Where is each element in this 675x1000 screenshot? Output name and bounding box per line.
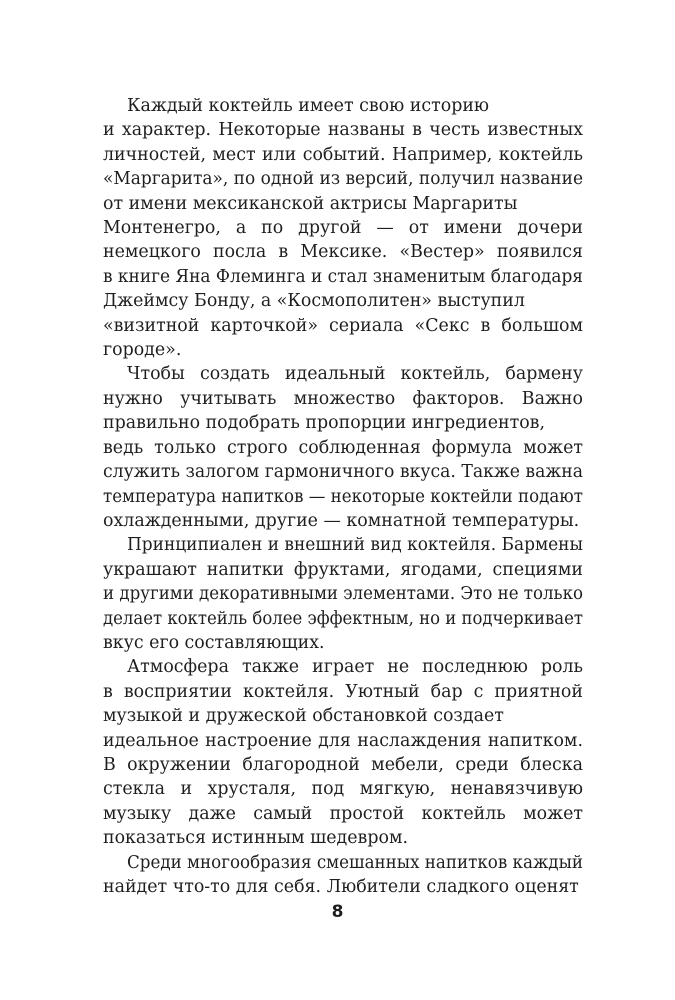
text-line: Атмосфера также играет не последнюю роль <box>127 657 583 678</box>
text-line: вкус его составляющих. <box>103 632 325 653</box>
text-line: температура напитков — некоторые коктейли подают <box>103 486 583 507</box>
text-line: в восприятии коктейля. Уютный бар с приятной <box>103 681 583 702</box>
text-line: от имени мексиканской актрисы Маргариты <box>103 193 518 214</box>
page-number: 8 <box>331 902 344 922</box>
text-line: ведь только строго соблюденная формула может <box>103 437 583 458</box>
text-line: Каждый коктейль имеет свою историю <box>127 96 490 116</box>
text-line: найдет что-то для себя. Любители сладкого оценят <box>103 877 579 897</box>
text-line: немецкого посла в Мексике. «Вестер» появился <box>103 242 583 263</box>
text-line: служить залогом гармоничного вкуса. Также важна <box>103 462 583 483</box>
text-line: показаться истинным шедевром. <box>103 828 409 849</box>
text-line: В окружении благородной мебели, среди блеска <box>103 754 583 775</box>
text-line: украшают напитки фруктами, ягодами, специями <box>103 559 583 580</box>
paragraph <box>103 533 583 655</box>
text-line: Среди многообразия смешанных напитков каждый <box>127 852 583 873</box>
text-line: стекла и хрусталя, под мягкую, ненавязчивую <box>103 779 583 800</box>
paragraph <box>103 655 583 850</box>
text-line: нужно учитывать множество факторов. Важно <box>103 388 583 409</box>
text-line: Чтобы создать идеальный коктейль, бармену <box>127 364 583 385</box>
text-line: городе». <box>103 340 182 361</box>
text-line: и другими декоративными элементами. Это не только <box>103 584 583 605</box>
body-text <box>103 94 583 899</box>
paragraph <box>103 362 583 533</box>
paragraph <box>103 94 583 362</box>
text-line: музыку даже самый простой коктейль может <box>103 803 583 824</box>
text-line: личностей, мест или событий. Например, коктейль <box>103 144 583 165</box>
text-line: Принципиален и внешний вид коктейля. Бармены <box>127 535 583 556</box>
text-line: охлажденными, другие — комнатной температуры. <box>103 510 580 531</box>
text-line: музыкой и дружеской обстановкой создает <box>103 706 504 727</box>
text-line: «Маргарита», по одной из версий, получил название <box>103 169 583 190</box>
text-line: Джеймсу Бонду, а «Космополитен» выступил <box>103 291 525 312</box>
paragraph <box>103 851 583 900</box>
text-line: делает коктейль более эффектным, но и подчеркивает <box>103 608 583 629</box>
text-line: «визитной карточкой» сериала «Секс в большом <box>103 315 583 336</box>
text-line: правильно подобрать пропорции ингредиентов, <box>103 413 545 434</box>
text-line: Монтенегро, а по другой — от имени дочери <box>103 218 583 239</box>
text-line: и характер. Некоторые названы в честь известных <box>103 120 583 141</box>
text-line: в книге Яна Флеминга и стал знаменитым благодаря <box>103 266 583 287</box>
text-line: идеальное настроение для наслаждения напитком. <box>103 730 583 751</box>
